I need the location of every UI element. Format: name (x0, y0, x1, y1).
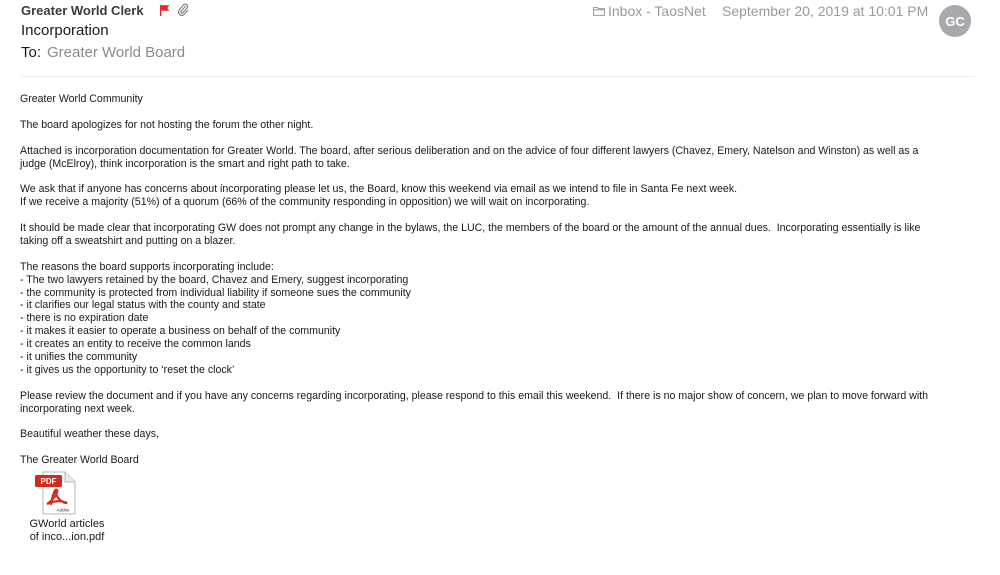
apology-line: The board apologizes for not hosting the forum the other night. (20, 118, 314, 131)
review-paragraph (20, 390, 980, 416)
filename-line-1: GWorld articles (29, 518, 105, 530)
pdf-attachment[interactable] (22, 470, 112, 544)
adobe-brand-label: Adobe (56, 507, 70, 513)
attachment-paragraph (20, 145, 980, 171)
greeting-line: Greater World Community (20, 93, 143, 105)
attachment-filename (22, 518, 112, 544)
text-line: We ask that if anyone has concerns about incorporating please let us, the Board, know this weekend via email as we intend to file in Santa Fe next week. (20, 183, 738, 196)
clarification-paragraph (20, 222, 980, 248)
greeting-paragraph (20, 93, 980, 106)
sender-name[interactable]: Greater World Clerk (21, 3, 144, 18)
reason-item: - the community is protected from individual liability if someone sues the community (20, 286, 411, 299)
reason-item: - it unifies the community (20, 351, 138, 364)
text-line: If we receive a majority (51%) of a quorum (66% of the community responding in opposition) we will wait on incorporating. (20, 196, 590, 209)
text-line: Please review the document and if you have any concerns regarding incorporating, please respond to this email this weekend. If there is no major show of concern, we plan to move forward with (20, 389, 929, 402)
text-line: Attached is incorporation documentation for Greater World. The board, after serious deliberation and on the advice of four different lawyers (Chavez, Emery, Natelson and Winston) as well as a (20, 144, 919, 157)
filename-line-2: of inco...ion.pdf (29, 531, 105, 543)
reason-item: - it clarifies our legal status with the county and state (20, 299, 266, 312)
to-label: To: (21, 44, 42, 61)
weather-paragraph (20, 428, 980, 441)
sender-avatar[interactable] (939, 5, 971, 37)
signature-line: The Greater World Board (20, 454, 139, 467)
avatar-initials: GC (945, 13, 965, 29)
flag-icon[interactable] (159, 4, 171, 16)
text-line: taking off a sweatshirt and putting on a blazer. (20, 234, 236, 247)
reason-item: - it gives us the opportunity to ‘reset the clock’ (20, 363, 235, 376)
text-line: incorporating next week. (20, 402, 135, 415)
recipient-row (21, 44, 185, 61)
message-body (20, 93, 980, 480)
text-line: judge (McElroy), think incorporation is the smart and right path to take. (20, 157, 350, 170)
header-divider (21, 76, 975, 77)
reason-item: - The two lawyers retained by the board, Chavez and Emery, suggest incorporating (20, 273, 409, 286)
reasons-paragraph (20, 261, 980, 377)
folder-icon (593, 6, 605, 16)
signature-paragraph (20, 454, 980, 467)
text-line: It should be made clear that incorporating GW does not prompt any change in the bylaws, the LUC, the members of the board or the amount of the annual dues. Incorporating essentially is like (20, 222, 921, 234)
mailbox-name: Inbox - TaosNet (608, 3, 706, 19)
paperclip-icon (177, 3, 189, 16)
reason-item: - it makes it easier to operate a business on behalf of the community (20, 325, 341, 338)
message-header (0, 0, 1000, 78)
reason-item: - there is no expiration date (20, 312, 149, 325)
apology-paragraph (20, 119, 980, 132)
pdf-file-icon (33, 470, 79, 516)
reasons-intro: The reasons the board supports incorporating include: (20, 260, 274, 273)
mailbox-label[interactable] (593, 3, 706, 19)
concerns-paragraph (20, 183, 980, 209)
pdf-badge-label: PDF (40, 477, 57, 487)
text-line: Beautiful weather these days, (20, 428, 159, 441)
recipient-name[interactable]: Greater World Board (47, 44, 186, 61)
reason-item: - it creates an entity to receive the common lands (20, 338, 251, 351)
message-date: September 20, 2019 at 10:01 PM (722, 3, 929, 19)
message-subject: Incorporation (21, 22, 109, 39)
